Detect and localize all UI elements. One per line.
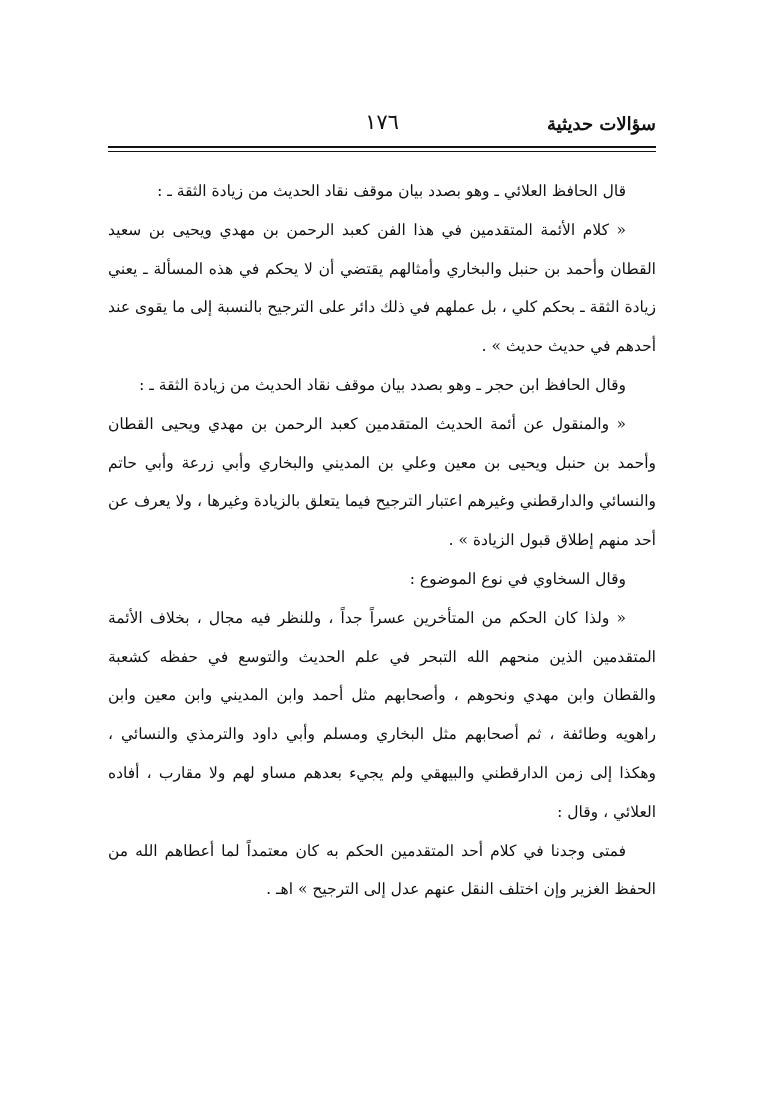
header-rule-thick	[108, 146, 656, 148]
quote-sakhawi: « ولذا كان الحكم من المتأخرين عسراً جداً ، وللنظر فيه مجال ، بخلاف الأئمة المتقدمين الذين منحهم الله التبحر في علم الحديث والتوسع في حفظه كشعبة والقطان وابن مهدي ونحوهم ، وأصحابهم مثل أحمد وابن المديني وابن معين وابن راهويه وطائفة ، ثم أصحابهم مثل البخاري ومسلم وأبي داود والترمذي والنسائي ، وهكذا إلى زمن الدارقطني والبيهقي ولم يجيء بعدهم مساو لهم ولا مقارب ، أفاده العلائي ، وقال :	[108, 608, 656, 821]
quote-ibn-hajar: « والمنقول عن أئمة الحديث المتقدمين كعبد الرحمن بن مهدي ويحيى القطان وأحمد بن حنبل ويحيى بن معين وعلي بن المديني والبخاري وأبي زرعة وأبي حاتم والنسائي والدارقطني وغيرهم اعتبار الترجيح فيما يتعلق بالزيادة وغيرها ، ولا يعرف عن أحد منهم إطلاق قبول الزيادة » .	[108, 414, 656, 550]
paragraph-alai-intro: قال الحافظ العلائي ـ وهو بصدد بيان موقف نقاد الحديث من زيادة الثقة ـ :	[157, 182, 626, 200]
paragraph-sakhawi-intro: وقال السخاوي في نوع الموضوع :	[409, 569, 626, 588]
page-number: ١٧٦	[365, 110, 399, 134]
quote-alai: « كلام الأئمة المتقدمين في هذا الفن كعبد الرحمن بن مهدي ويحيى بن سعيد القطان وأحمد بن حنبل والبخاري وأمثالهم يقتضي أن لا يحكم في هذه المسألة ـ يعني زيادة الثقة ـ بحكم كلي ، بل عملهم في ذلك دائر على الترجيح بالنسبة إلى ما يقوى عند أحدهم في حديث حديث » .	[108, 220, 656, 356]
running-title: سؤالات حديثية	[547, 114, 656, 135]
quote-sakhawi-continued: فمتى وجدنا في كلام أحد المتقدمين الحكم به كان معتمداً لما أعطاهم الله من الحفظ الغزير وإن اختلف النقل عنهم عدل إلى الترجيح » اهـ .	[108, 841, 656, 899]
page-header	[108, 112, 656, 142]
header-rule-thin	[108, 151, 656, 152]
paragraph-ibn-hajar-intro: وقال الحافظ ابن حجر ـ وهو بصدد بيان موقف نقاد الحديث من زيادة الثقة ـ :	[139, 375, 626, 394]
body-text	[108, 172, 656, 909]
